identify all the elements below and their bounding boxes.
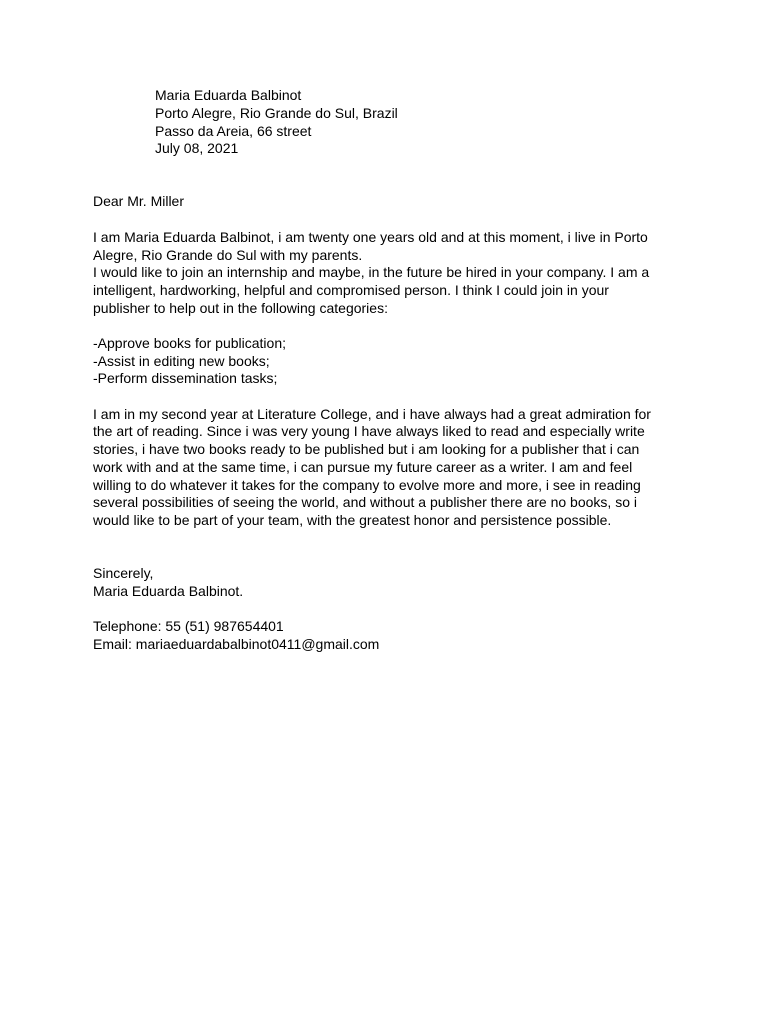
paragraph-line: the art of reading. Since i was very young I have always liked to read and especially write bbox=[93, 423, 645, 439]
paragraph-line: several possibilities of seeing the world, and without a publisher there are no books, so i bbox=[93, 494, 637, 510]
letter-date: July 08, 2021 bbox=[155, 140, 239, 156]
list-item: -Assist in editing new books; bbox=[93, 353, 270, 369]
paragraph-line: stories, i have two books ready to be published but i am looking for a publisher that i can bbox=[93, 441, 640, 457]
list-item: -Approve books for publication; bbox=[93, 335, 286, 351]
paragraph-line: I am in my second year at Literature College, and i have always had a great admiration for bbox=[93, 406, 651, 422]
paragraph-line: I am Maria Eduarda Balbinot, i am twenty one years old and at this moment, i live in Porto bbox=[93, 229, 648, 245]
sender-city: Porto Alegre, Rio Grande do Sul, Brazil bbox=[155, 105, 398, 121]
sender-street: Passo da Areia, 66 street bbox=[155, 123, 312, 139]
telephone: Telephone: 55 (51) 987654401 bbox=[93, 618, 284, 634]
salutation: Dear Mr. Miller bbox=[93, 193, 185, 209]
list-item: -Perform dissemination tasks; bbox=[93, 370, 278, 386]
signature: Maria Eduarda Balbinot. bbox=[93, 583, 244, 599]
paragraph-line: willing to do whatever it takes for the company to evolve more and more, i see in reading bbox=[93, 477, 641, 493]
sender-name: Maria Eduarda Balbinot bbox=[155, 87, 302, 103]
paragraph-line: publisher to help out in the following categories: bbox=[93, 300, 388, 316]
paragraph-line: would like to be part of your team, with the greatest honor and persistence possible. bbox=[93, 512, 612, 528]
paragraph-line: I would like to join an internship and maybe, in the future be hired in your company. I am a bbox=[93, 264, 650, 280]
paragraph-line: work with and at the same time, i can pursue my future career as a writer. I am and feel bbox=[93, 459, 633, 475]
closing: Sincerely, bbox=[93, 565, 154, 581]
paragraph-line: Alegre, Rio Grande do Sul with my parents. bbox=[93, 247, 363, 263]
email: Email: mariaeduardabalbinot0411@gmail.com bbox=[93, 636, 380, 652]
paragraph-line: intelligent, hardworking, helpful and compromised person. I think I could join in your bbox=[93, 282, 609, 298]
